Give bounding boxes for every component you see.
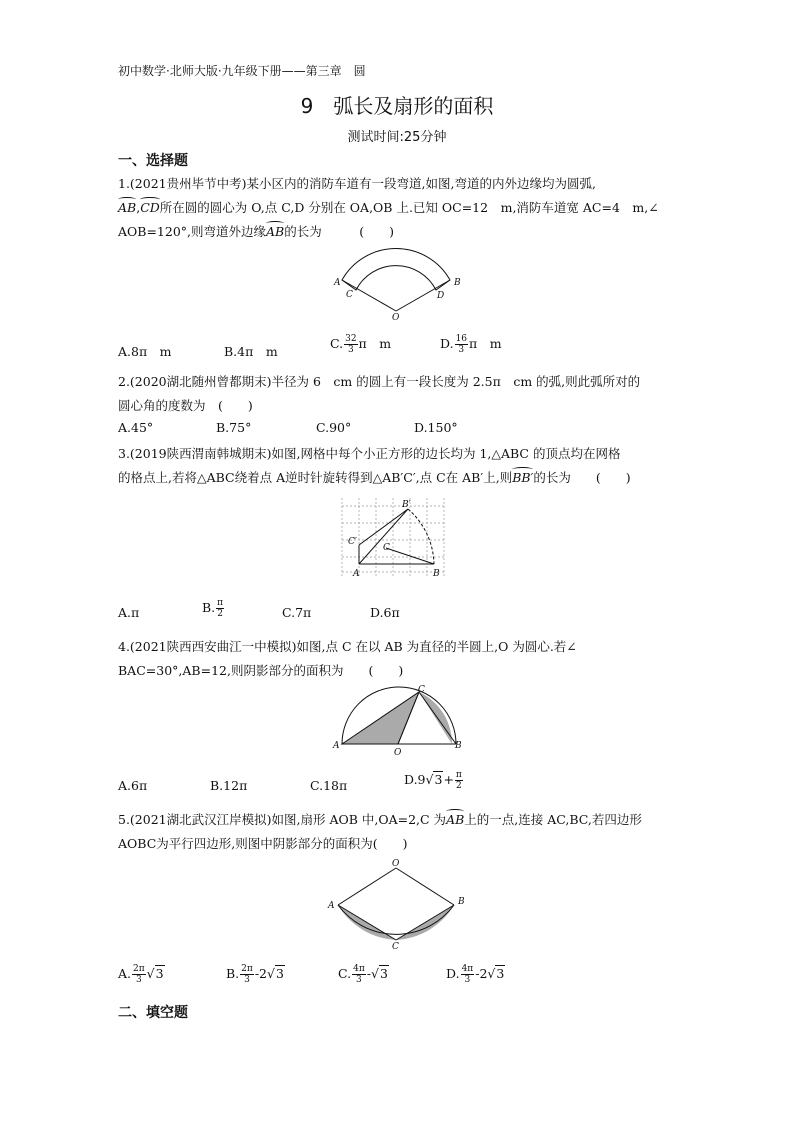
q3-option-c: C.7π [282,605,312,620]
q4-option-c: C.18π [310,778,348,793]
q5-option-b-fraction [240,964,254,985]
q1-option-d-fraction [455,334,468,355]
q5-line-1 [118,810,642,828]
q4-label-c: C [418,685,425,695]
q5-option-c-fraction [352,964,366,985]
q4-figure [330,682,464,758]
q5-option-c-num: 4π [353,964,365,974]
q3-figure [338,492,458,582]
q1-option-d-prefix: D. [440,336,454,351]
q5-option-b-num: 2π [241,964,253,974]
q4-option-d-fraction [455,770,463,791]
q3-label-b: B [433,569,440,579]
q3-label-a: A [353,569,360,579]
q1-option-d [440,334,502,355]
q4-option-a: A.6π [118,778,148,793]
q5-figure [322,856,472,952]
q1-figure [328,243,468,323]
q4-label-b: B [455,741,462,751]
q1-label-b: B [454,278,461,288]
q3-option-b-den: 2 [217,609,223,619]
q5-option-a-radicand: 3 [155,966,164,981]
q4-line-1: 4.(2021陕西西安曲江一中模拟)如图,点 C 在以 AB 为直径的半圆上,O 为圆心.若∠ [118,639,577,654]
page-header: 初中数学·北师大版·九年级下册——第三章 圆 [118,64,366,78]
test-time: 测试时间:25分钟 [347,130,447,145]
q5-arc-ab: AB [446,812,465,827]
q1-line-3-text: AOB=120°,则弯道外边缘 [118,224,267,239]
q1-option-d-num: 16 [455,334,468,344]
q5-option-b-suffix: -2 [254,966,268,981]
q5-option-c-suffix: - [366,966,371,981]
q3-arc-bb1: BB′ [512,470,534,485]
q5-option-d-den: 3 [464,975,471,985]
q1-line-3-tail: 的长为 ( ) [284,224,395,239]
q4-label-o: O [394,748,402,758]
q5-option-c-prefix: C. [338,966,352,981]
q1-label-d: D [437,291,445,301]
q5-option-b-prefix: B. [226,966,240,981]
q5-option-a-num: 2π [133,964,145,974]
q5-label-o: O [392,859,400,869]
q2-line-1: 2.(2020湖北随州曾都期末)半径为 6 cm 的圆上有一段长度为 2.5π cm 的弧,则此弧所对的 [118,374,641,389]
q3-line-2 [118,468,631,486]
q3-option-b-prefix: B. [202,600,216,615]
q2-line-2: 圆心角的度数为 ( ) [118,398,253,413]
q3-option-a: A.π [118,605,140,620]
q1-label-a: A [334,278,341,288]
q3-label-c1: C′ [348,537,357,547]
q1-arc-cd: CD [140,200,160,215]
q3-option-d: D.6π [370,605,400,620]
q2-option-c: C.90° [316,420,352,435]
q3-option-b-fraction [216,598,224,619]
q5-option-d-prefix: D. [446,966,460,981]
q1-option-c-suffix: π m [358,336,392,351]
q2-option-b: B.75° [216,420,252,435]
q3-line-2-text: 的格点上,若将△ABC绕着点 A逆时针旋转得到△AB′C′,点 C在 AB′上,则 [118,470,513,485]
q4-option-b: B.12π [210,778,248,793]
q3-line-1: 3.(2019陕西渭南韩城期末)如图,网格中每个小正方形的边长均为 1,△ABC 的顶点均在网格 [118,446,621,461]
q3-option-b [202,598,225,619]
q3-label-c: C [383,543,390,553]
q1-option-c-den: 3 [347,345,354,355]
q5-option-a-fraction [132,964,146,985]
q1-option-c [330,334,391,355]
q5-label-b: B [458,897,465,907]
q1-label-c: C [346,290,353,300]
q5-option-a-den: 3 [135,975,142,985]
q1-comma: , [136,200,141,215]
q1-line-3 [118,222,394,240]
q4-option-d-den: 2 [456,781,462,791]
q1-line-2-text: 所在圆的圆心为 O,点 C,D 分别在 OA,OB 上.已知 OC=12 m,消防车道宽 AC=4 m,∠ [159,200,659,215]
q1-option-d-den: 3 [458,345,465,355]
q3-option-b-num: π [217,598,224,608]
q5-option-a: A. $\frac{2\pi}{3}$ √3 [118,964,164,985]
q2-option-a: A.45° [118,420,154,435]
q5-option-d-fraction [461,964,475,985]
q2-option-d: D.150° [414,420,458,435]
q5-option-b-den: 3 [244,975,250,985]
q4-option-d-num: π [455,770,462,780]
q5-option-b-radicand: 3 [275,966,284,981]
q1-arc-ab-outer: AB [266,224,285,239]
q5-line-2: AOBC为平行四边形,则图中阴影部分的面积为( ) [118,836,408,851]
q4-option-d-prefix: D.9 [404,772,426,787]
q5-line-1-text: 5.(2021湖北武汉江岸模拟)如图,扇形 AOB 中,OA=2,C 为 [118,812,447,827]
q1-line-2 [118,198,659,216]
q3-line-2-tail: 的长为 ( ) [533,470,631,485]
page-title: 9 弧长及扇形的面积 [300,94,494,118]
q5-option-c: C. $\frac{4\pi}{3}$ -√3 [338,964,388,985]
section-choice-title: 一、选择题 [118,153,188,169]
q4-option-d-plus: + [443,772,454,787]
section-fill-title: 二、填空题 [118,1005,188,1021]
q1-arc-ab: AB [118,200,137,215]
q5-option-a-prefix: A. [118,966,132,981]
q5-option-b: B. $\frac{2\pi}{3}$ -2√3 [226,964,284,985]
q5-option-d-radicand: 3 [496,966,505,981]
q1-option-d-suffix: π m [469,336,502,351]
q5-line-1-tail: 上的一点,连接 AC,BC,若四边形 [464,812,642,827]
q1-line-1: 1.(2021贵州毕节中考)某小区内的消防车道有一段弯道,如图,弯道的内外边缘均为圆弧, [118,176,596,191]
q4-option-d-radicand: 3 [434,772,443,787]
q3-label-b1: B′ [402,500,411,510]
q5-option-c-radicand: 3 [379,966,388,981]
q4-option-d: D.9√3+ $\frac{\pi}{2}$ [404,770,462,791]
q5-option-d-num: 4π [461,964,474,974]
q5-label-c: C [392,942,399,952]
q5-option-d: D. $\frac{4\pi}{3}$ -2√3 [446,964,505,985]
q5-option-c-den: 3 [356,975,362,985]
q1-option-c-prefix: C. [330,336,344,351]
q1-option-a: A.8π m [118,344,172,359]
q1-label-o: O [392,313,400,323]
q1-option-b: B.4π m [224,344,278,359]
q5-label-a: A [328,901,335,911]
q1-option-c-num: 32 [345,334,357,344]
q1-option-c-fraction [344,334,357,355]
q5-option-d-suffix: -2 [475,966,488,981]
q4-line-2: BAC=30°,AB=12,则阴影部分的面积为 ( ) [118,663,404,678]
q4-label-a: A [333,741,340,751]
